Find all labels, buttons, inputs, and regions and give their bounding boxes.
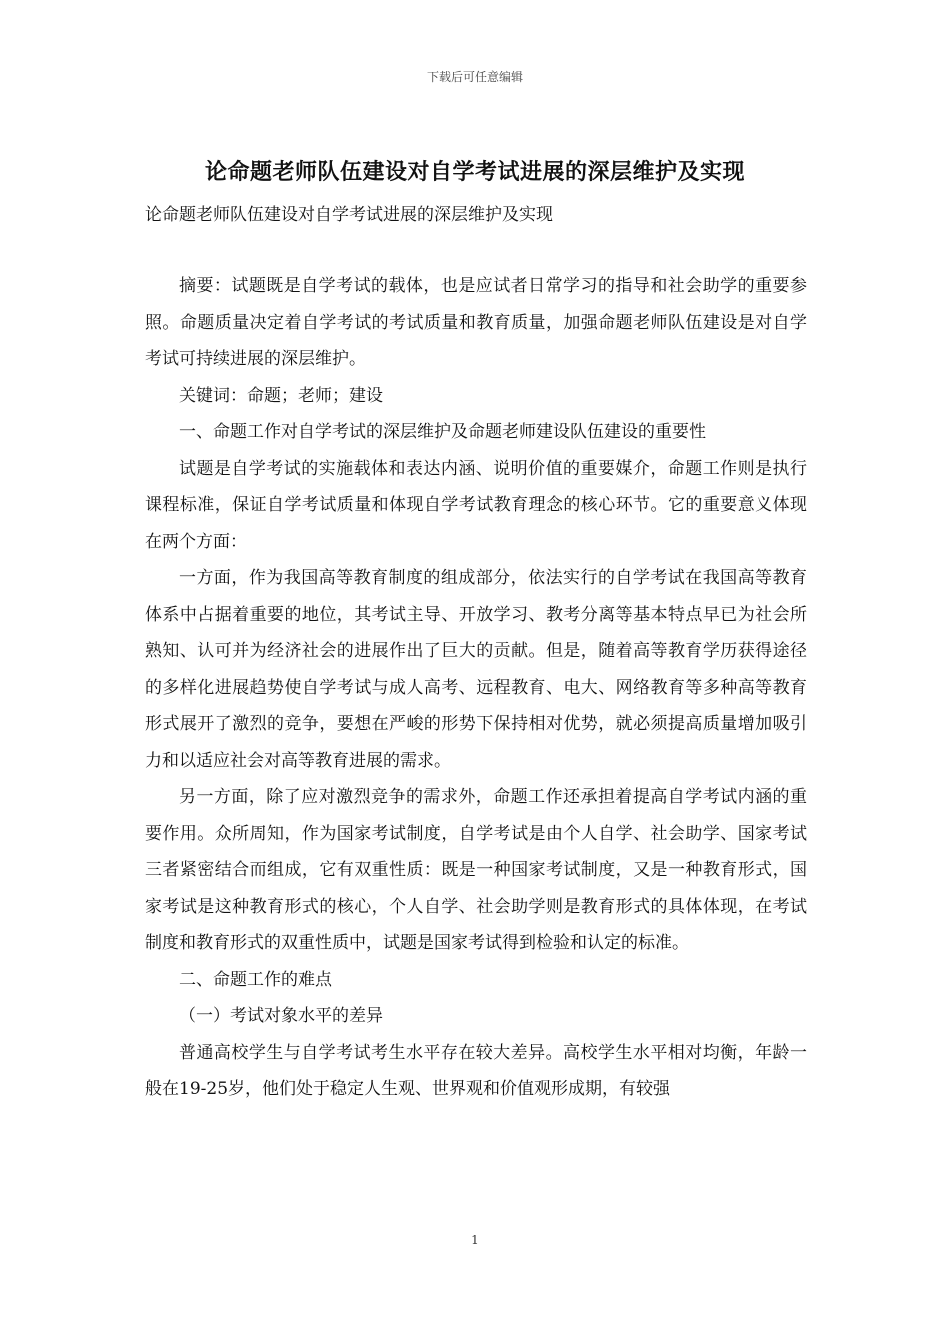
document-title: 论命题老师队伍建设对自学考试进展的深层维护及实现 [204, 159, 745, 185]
page-number: 1 [471, 1233, 479, 1247]
document-subtitle: 论命题老师队伍建设对自学考试进展的深层维护及实现 [145, 205, 553, 225]
abstract-paragraph: 摘要：试题既是自学考试的载体，也是应试者日常学习的指导和社会助学的重要参照。命题质量决定着自学考试的考试质量和教育质量，加强命题老师队伍建设是对自学考试可持续进展的深层维护。 [145, 276, 807, 369]
subsection-heading: （一）考试对象水平的差异 [179, 1006, 383, 1026]
keywords-paragraph: 关键词：命题；老师；建设 [179, 385, 383, 406]
section-heading-1: 一、命题工作对自学考试的深层维护及命题老师建设队伍建设的重要性 [179, 422, 706, 442]
header-note: 下载后可任意编辑 [426, 70, 523, 84]
body-paragraph: 另一方面，除了应对激烈竞争的需求外，命题工作还承担着提高自学考试内涵的重要作用。众所周知，作为国家考试制度，自学考试是由个人自学、社会助学、国家考试三者紧密结合而组成，它有双重性质：既是一种国家考试制度，又是一种教育形式，国家考试是这种教育形式的核心，个人自学、社会助学则是教育形式的具体体现，在考试制度和教育形式的双重性质中，试题是国家考试得到检验和认定的标准。 [145, 787, 807, 953]
document-body [145, 268, 807, 1108]
body-paragraph: 一方面，作为我国高等教育制度的组成部分，依法实行的自学考试在我国高等教育体系中占据着重要的地位，其考试主导、开放学习、教考分离等基本特点早已为社会所熟知、认可并为经济社会的进展作出了巨大的贡献。但是，随着高等教育学历获得途径的多样化进展趋势使自学考试与成人高考、远程教育、电大、网络教育等多种高等教育形式展开了激烈的竞争，要想在严峻的形势下保持相对优势，就必须提高质量增加吸引力和以适应社会对高等教育进展的需求。 [145, 568, 807, 771]
section-heading-2: 二、命题工作的难点 [179, 969, 332, 990]
body-paragraph: 试题是自学考试的实施载体和表达内涵、说明价值的重要媒介，命题工作则是执行课程标准，保证自学考试质量和体现自学考试教育理念的核心环节。它的重要意义体现在两个方面： [145, 458, 807, 552]
body-paragraph: 普通高校学生与自学考试考生水平存在较大差异。高校学生水平相对均衡，年龄一般在19-25岁，他们处于稳定人生观、世界观和价值观形成期，有较强 [145, 1042, 807, 1099]
